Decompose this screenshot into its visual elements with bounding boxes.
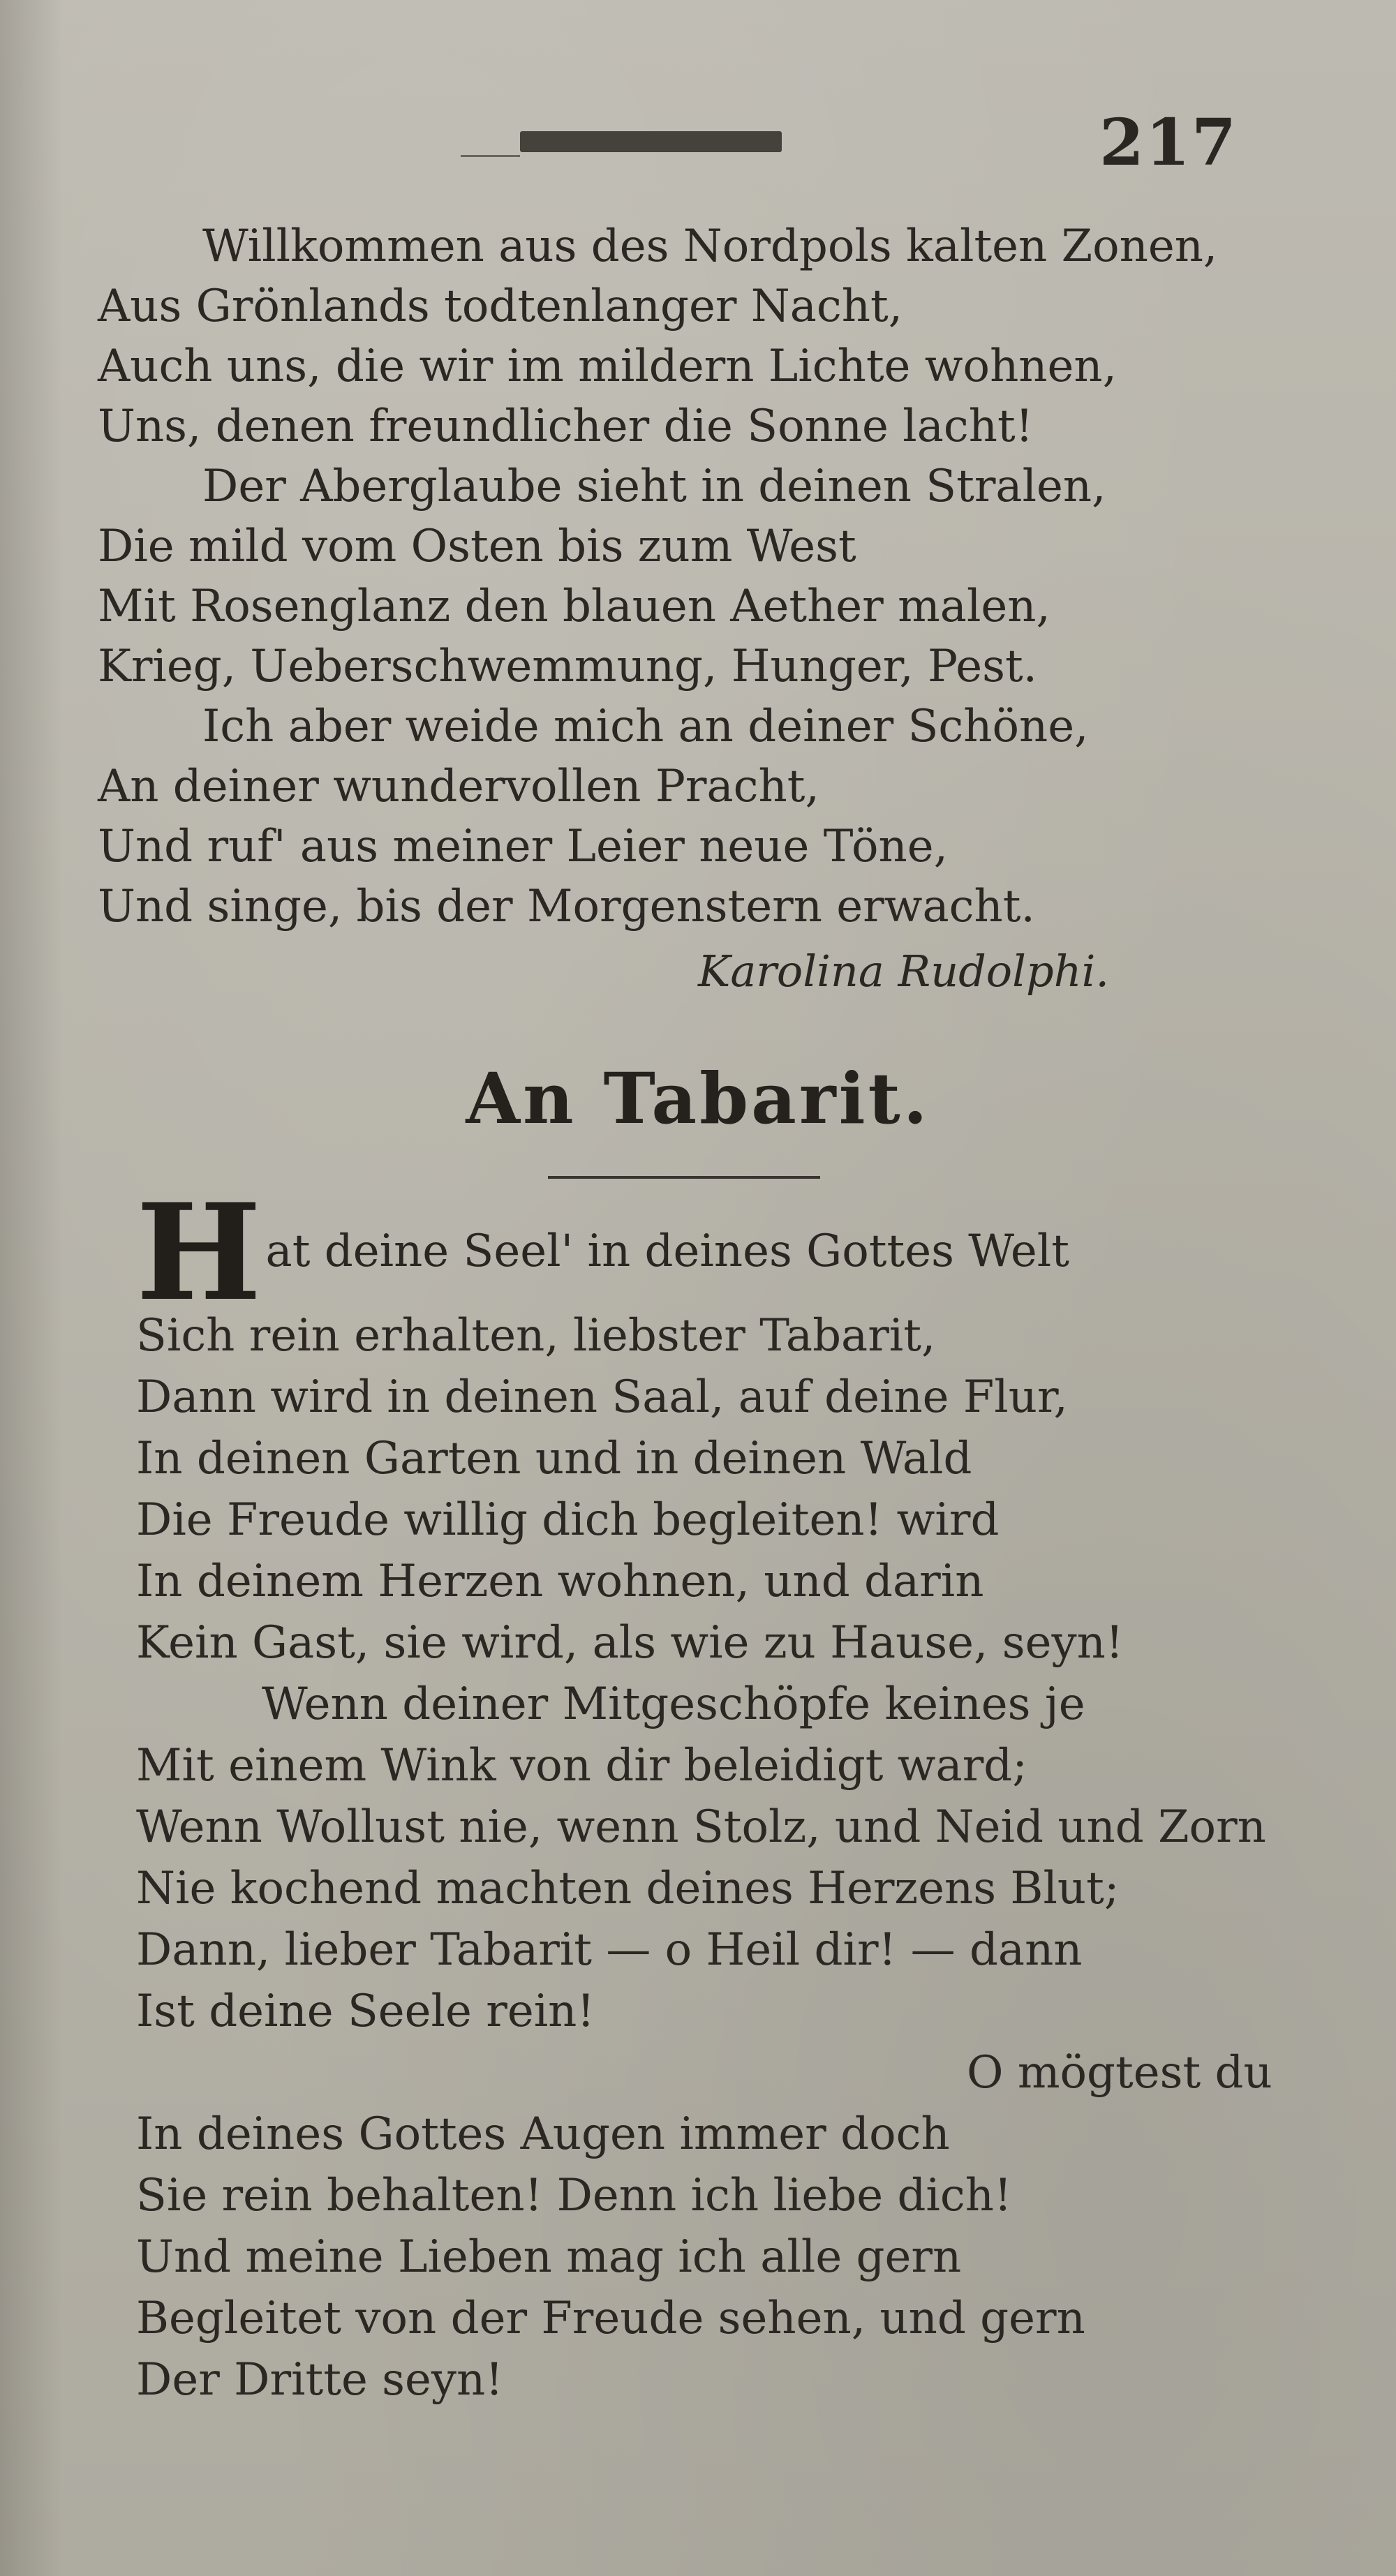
poem-line: Der Aberglaube sieht in deinen Stralen, <box>202 461 1106 512</box>
poem-line: Krieg, Ueberschwemmung, Hunger, Pest. <box>98 641 1037 692</box>
poem-title: An Tabarit. <box>466 1057 930 1140</box>
poem-2 <box>136 1175 1323 2411</box>
poem-line: Dann wird in deinen Saal, auf deine Flur, <box>136 1371 1068 1423</box>
poem-line: Wenn Wollust nie, wenn Stolz, und Neid und Zorn <box>136 1801 1266 1853</box>
poem-line: Mit Rosenglanz den blauen Aether malen, <box>98 581 1050 632</box>
poem-line: Begleitet von der Freude sehen, und gern <box>136 2293 1085 2344</box>
poem-line: In deinem Herzen wohnen, und darin <box>136 1556 984 1607</box>
header-ornament-thin <box>461 155 520 157</box>
poem-line: Aus Grönlands todtenlanger Nacht, <box>98 281 903 332</box>
poem-line: Auch uns, die wir im mildern Lichte wohnen, <box>98 341 1117 392</box>
poem-line: Die Freude willig dich begleiten! wird <box>136 1494 1000 1546</box>
poem-line: Mit einem Wink von dir beleidigt ward; <box>136 1740 1027 1792</box>
poem-line: Die mild vom Osten bis zum West <box>98 521 856 572</box>
poem-line: In deinen Garten und in deinen Wald <box>136 1433 972 1484</box>
poem-line: O mögtest du <box>967 2047 1272 2099</box>
header-ornament-rule <box>520 131 782 152</box>
poem-author: Karolina Rudolphi. <box>698 946 1110 997</box>
title-divider <box>548 1176 820 1179</box>
first-line <box>136 1175 1323 1330</box>
poem-line: Und singe, bis der Morgenstern erwacht. <box>98 881 1035 932</box>
poem-line: Sich rein erhalten, liebster Tabarit, <box>136 1310 936 1362</box>
poem-line: Ist deine Seele rein! <box>136 1986 595 2037</box>
poem-line: Willkommen aus des Nordpols kalten Zonen, <box>202 221 1218 272</box>
poem-line: Und ruf' aus meiner Leier neue Töne, <box>98 821 948 872</box>
poem-line: at deine Seel' in deines Gottes Welt <box>265 1226 1069 1277</box>
poem-line: Und meine Lieben mag ich alle gern <box>136 2231 962 2283</box>
poem-line: Der Dritte seyn! <box>136 2354 503 2406</box>
poem-line: Sie rein behalten! Denn ich liebe dich! <box>136 2170 1012 2221</box>
poem-line: Wenn deiner Mitgeschöpfe keines je <box>262 1678 1085 1730</box>
page-number: 217 <box>1099 105 1238 180</box>
poem-line: Ich aber weide mich an deiner Schöne, <box>202 701 1089 752</box>
poem-line: An deiner wundervollen Pracht, <box>98 761 819 812</box>
poem-line: Nie kochend machten deines Herzens Blut; <box>136 1863 1120 1914</box>
poem-line: Dann, lieber Tabarit — o Heil dir! — dann <box>136 1924 1083 1976</box>
drop-cap: H <box>136 1175 262 1330</box>
poem-line: Uns, denen freundlicher die Sonne lacht! <box>98 401 1034 452</box>
poem-1 <box>98 216 1284 937</box>
poem-line: Kein Gast, sie wird, als wie zu Hause, seyn! <box>136 1617 1124 1669</box>
spine-shadow <box>0 0 63 2576</box>
poem-line: In deines Gottes Augen immer doch <box>136 2108 950 2160</box>
